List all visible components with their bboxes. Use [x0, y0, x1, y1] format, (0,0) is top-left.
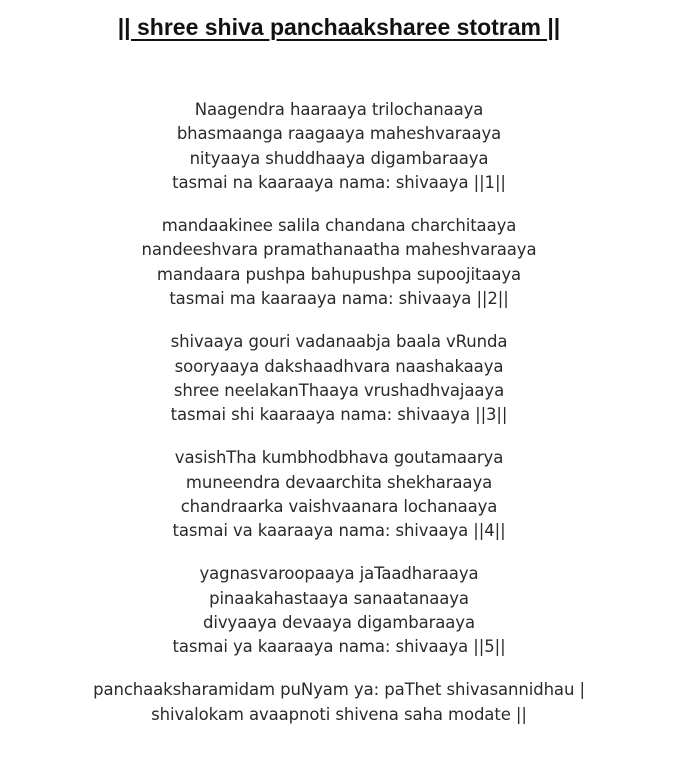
title-text: || shree shiva panchaaksharee stotram ||: [117, 14, 561, 40]
verse-line: tasmai va kaaraaya nama: shivaaya ||4||: [172, 521, 506, 541]
verse-line: nityaaya shuddhaaya digambaraaya: [189, 148, 489, 168]
verse-line: tasmai ma kaaraaya nama: shivaaya ||2||: [169, 289, 509, 309]
verse-line: yagnasvaroopaaya jaTaadharaaya: [199, 564, 479, 584]
verse-line: tasmai shi kaaraaya nama: shivaaya ||3||: [170, 405, 508, 425]
verse-line: bhasmaanga raagaaya maheshvaraaya: [176, 124, 502, 144]
verse-line: pinaakahastaaya sanaatanaaya: [209, 588, 469, 608]
verse-line: shivalokam avaapnoti shivena saha modate ||: [151, 704, 527, 724]
page-title: [0, 12, 678, 42]
verse-2: [0, 214, 678, 312]
stotram-body: [0, 98, 678, 727]
verse-line: muneendra devaarchita shekharaaya: [185, 472, 493, 492]
verse-line: shivaaya gouri vadanaabja baala vRunda: [170, 332, 508, 352]
verse-line: sooryaaya dakshaadhvara naashakaaya: [174, 356, 504, 376]
verse-1: [0, 98, 678, 196]
verse-line: panchaaksharamidam puNyam ya: paThet shivasannidhau |: [93, 680, 585, 700]
verse-line: chandraarka vaishvaanara lochanaaya: [180, 496, 498, 516]
verse-3: [0, 330, 678, 428]
verse-line: tasmai na kaaraaya nama: shivaaya ||1||: [172, 173, 506, 193]
verse-line: divyaaya devaaya digambaraaya: [203, 613, 475, 633]
verse-4: [0, 446, 678, 544]
verse-line: vasishTha kumbhodbhava goutamaarya: [174, 448, 504, 468]
verse-line: mandaara pushpa bahupushpa supoojitaaya: [156, 264, 522, 284]
verse-line: mandaakinee salila chandana charchitaaya: [161, 216, 517, 236]
verse-line: tasmai ya kaaraaya nama: shivaaya ||5||: [172, 637, 506, 657]
verse-line: shree neelakanThaaya vrushadhvajaaya: [173, 380, 505, 400]
closing-verse: [0, 678, 678, 727]
verse-line: Naagendra haaraaya trilochanaaya: [194, 100, 484, 119]
verse-5: [0, 562, 678, 660]
verse-line: nandeeshvara pramathanaatha maheshvaraaya: [141, 240, 537, 260]
